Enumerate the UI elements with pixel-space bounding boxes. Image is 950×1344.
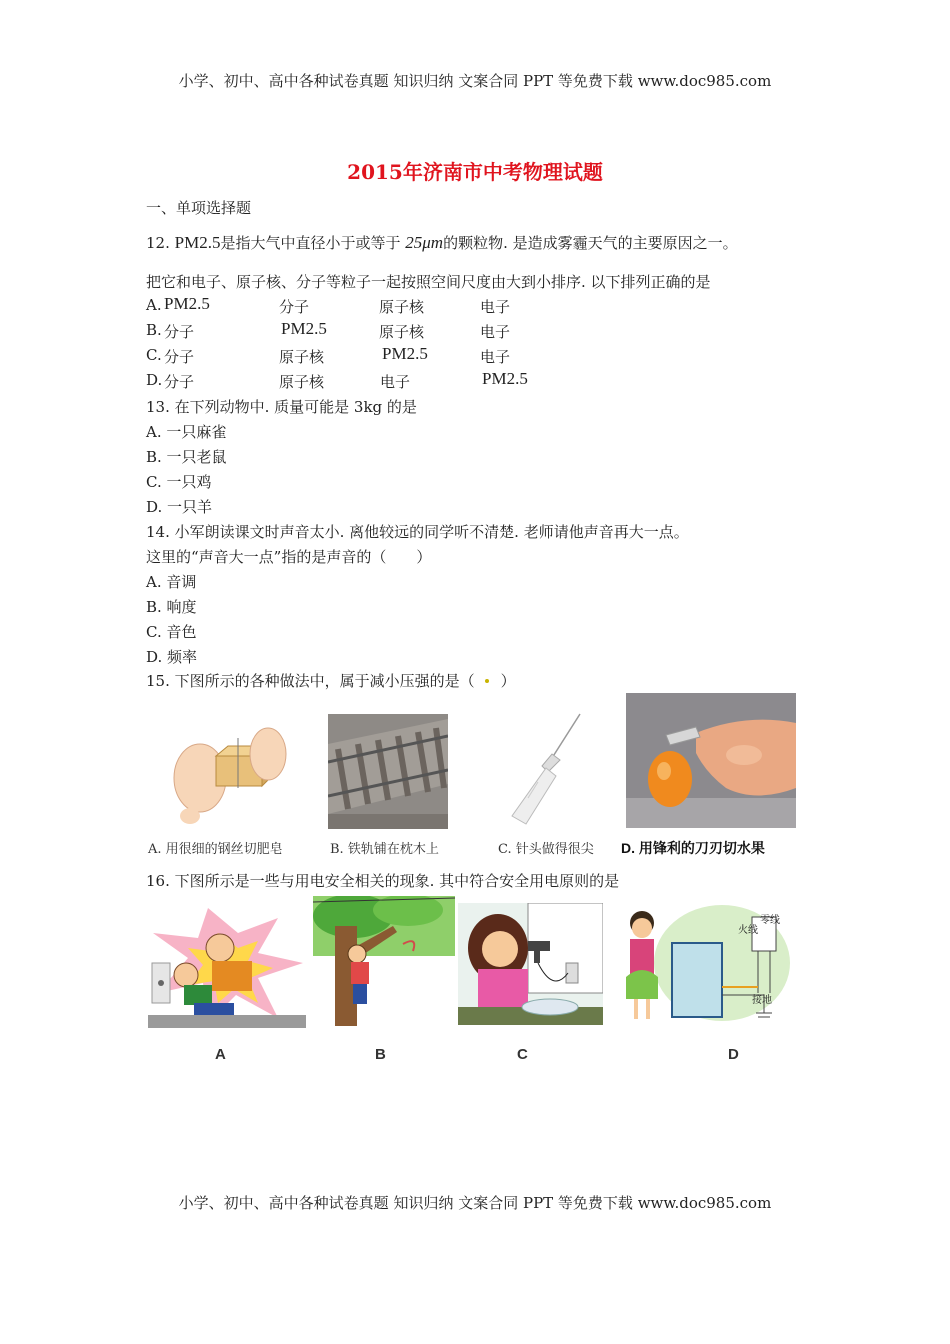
fig-d-zero-label: 零线: [760, 915, 780, 926]
page-header: 小学、初中、高中各种试卷真题 知识归纳 文案合同 PPT 等免费下载 www.doc985.com: [178, 72, 772, 90]
section-heading: 一、单项选择题: [146, 199, 252, 217]
figure-child-touching-socket: [148, 903, 306, 1028]
q12-size: 25μm: [405, 233, 444, 252]
q16-label-c: C: [517, 1046, 528, 1063]
option-col3: 原子核: [379, 298, 425, 316]
q15-caption-a: A. 用很细的钢丝切肥皂: [148, 842, 283, 857]
option-letter: D.: [146, 371, 163, 389]
fig-d-ground-label: 接地: [752, 995, 772, 1006]
figure-wire-cutting-soap: [160, 718, 290, 828]
option-col4: 电子: [480, 348, 511, 366]
option-letter: B.: [146, 321, 162, 339]
figure-child-climbing-tree: [313, 896, 455, 1026]
figure-woman-hair-dryer: [458, 903, 603, 1025]
option-col2: 原子核: [279, 373, 325, 391]
option-col2: 分子: [279, 298, 310, 316]
q12-pm-term: PM2.5: [174, 233, 221, 252]
figure-knife-cutting-fruit: [626, 693, 796, 828]
q14-option-c: C. 音色: [146, 623, 197, 641]
q12-stem-line2: 把它和电子、原子核、分子等粒子一起按照空间尺度由大到小排序. 以下排列正确的是: [146, 273, 711, 291]
option-col3: 电子: [380, 373, 411, 391]
q14-stem-line1: 14. 小军朗读课文时声音太小. 离他较远的同学听不清楚. 老师请他声音再大一点。: [146, 523, 689, 541]
q15-caption-b: B. 铁轨铺在枕木上: [330, 842, 439, 857]
q14-stem-line2: 这里的“声音大一点”指的是声音的（ ）: [146, 548, 432, 566]
q12-stem-line1: [146, 232, 738, 253]
figure-syringe-needle: [508, 712, 588, 827]
q15-stem-text: 15. 下图所示的各种做法中，属于减小压强的是（: [146, 672, 475, 690]
option-col3: PM2.5: [382, 344, 428, 363]
q13-stem: 13. 在下列动物中. 质量可能是 3kg 的是: [146, 398, 417, 416]
q12-stem-suffix: 的颗粒物. 是造成雾霾天气的主要原因之一。: [443, 234, 738, 252]
q15-caption-c: C. 针头做得很尖: [498, 842, 594, 857]
answer-dot: [485, 679, 489, 683]
option-col1: PM2.5: [164, 294, 210, 313]
q13-option-d: D. 一只羊: [146, 498, 213, 516]
figure-grounded-fridge: [612, 903, 790, 1025]
option-col2: PM2.5: [281, 319, 327, 338]
option-col1: 分子: [164, 373, 195, 391]
q16-label-a: A: [215, 1046, 226, 1063]
q16-stem: 16. 下图所示是一些与用电安全相关的现象. 其中符合安全用电原则的是: [146, 872, 620, 890]
fig-d-fire-label: 火线: [738, 925, 758, 936]
q13-option-a: A. 一只麻雀: [146, 423, 227, 441]
q14-option-d: D. 频率: [146, 648, 198, 666]
option-col3: 原子核: [379, 323, 425, 341]
option-col2: 原子核: [279, 348, 325, 366]
q16-label-b: B: [375, 1046, 386, 1063]
figure-railroad-track: [328, 714, 448, 829]
option-col1: 分子: [164, 323, 195, 341]
q14-option-b: B. 响度: [146, 598, 197, 616]
option-col4: 电子: [480, 298, 511, 316]
q15-caption-d: D. 用锋利的刀刃切水果: [621, 840, 765, 856]
q15-stem: [146, 670, 516, 691]
q13-option-b: B. 一只老鼠: [146, 448, 227, 466]
q12-stem-mid: 是指大气中直径小于或等于: [220, 234, 401, 252]
option-col4: 电子: [480, 323, 511, 341]
option-col4: PM2.5: [482, 369, 528, 388]
q15-stem-close: ）: [500, 672, 516, 690]
q14-option-a: A. 音调: [146, 573, 197, 591]
q16-label-d: D: [728, 1046, 739, 1063]
q13-option-c: C. 一只鸡: [146, 473, 212, 491]
page-footer: 小学、初中、高中各种试卷真题 知识归纳 文案合同 PPT 等免费下载 www.doc985.com: [178, 1194, 772, 1212]
q12-number: 12.: [146, 234, 170, 252]
option-letter: A.: [146, 296, 162, 314]
page-title: 2015年济南市中考物理试题: [347, 160, 603, 184]
option-col1: 分子: [164, 348, 195, 366]
option-letter: C.: [146, 346, 162, 364]
